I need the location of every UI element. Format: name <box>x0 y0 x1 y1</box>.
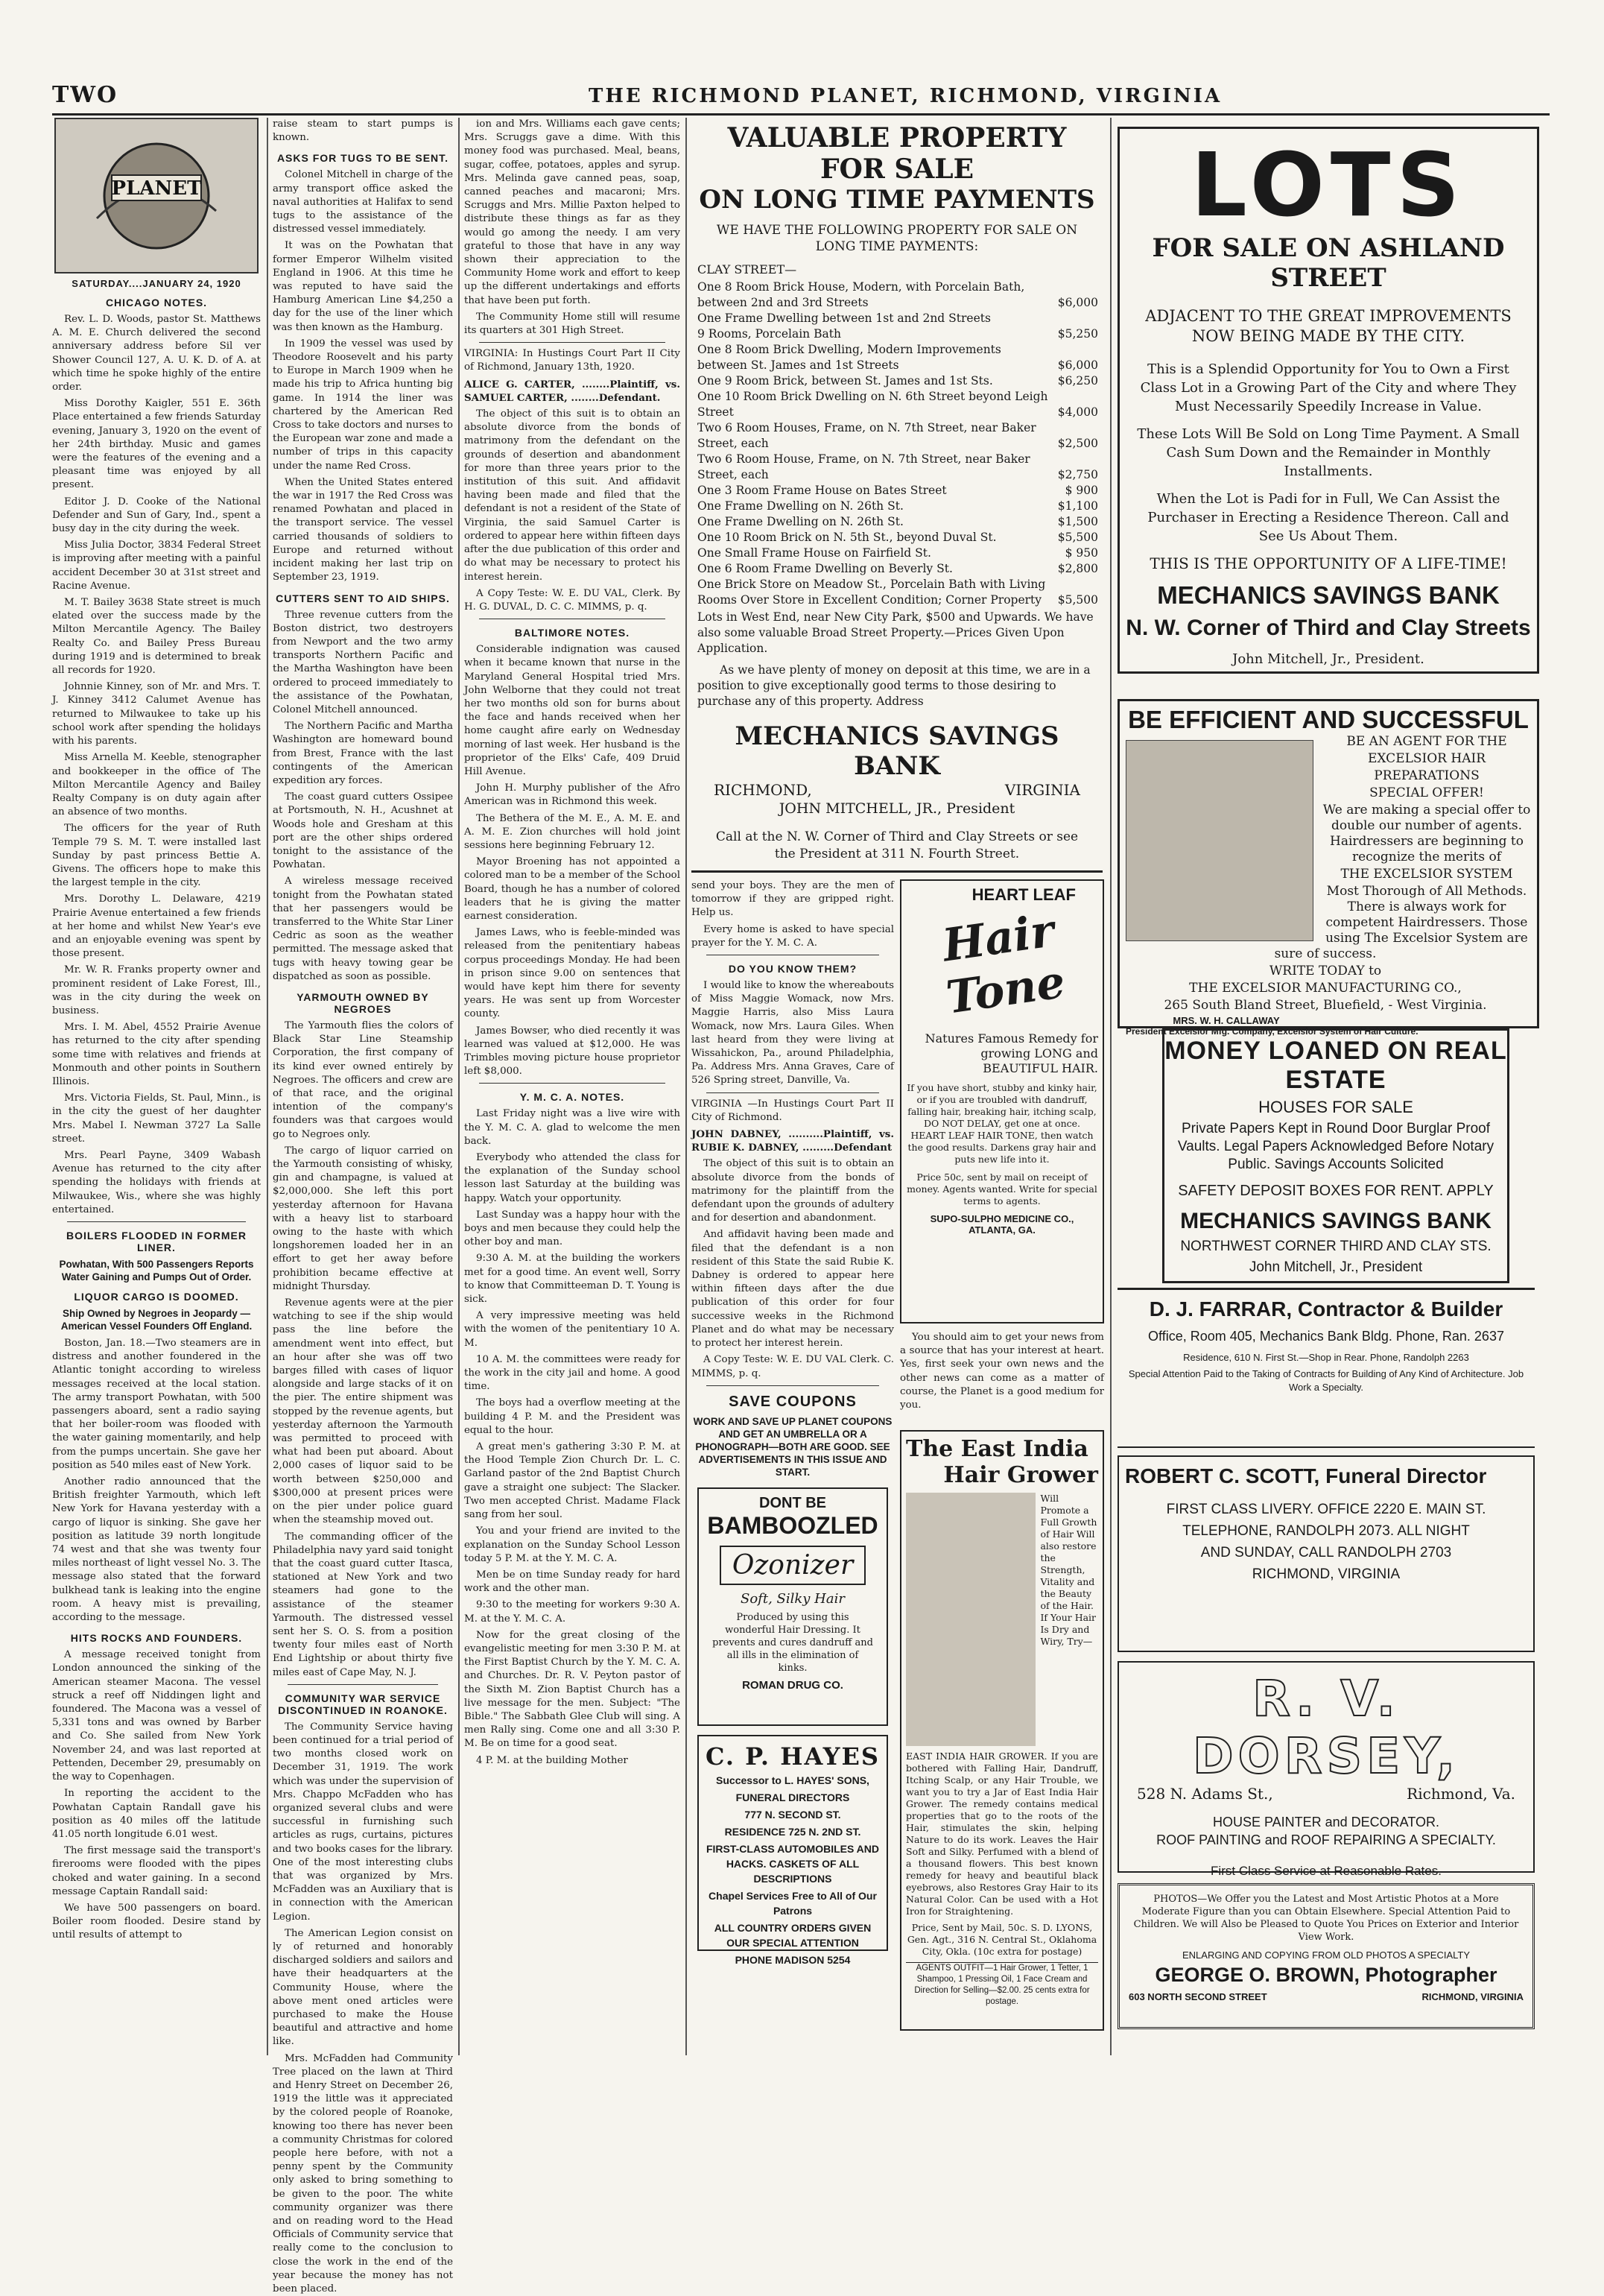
rocks-heading: HITS ROCKS AND FOUNDERS. <box>70 1632 243 1645</box>
property-row <box>697 342 1098 373</box>
paragraph: ion and Mrs. Williams each gave cents; Mrs. Scruggs gave a dime. With this money food was purchased. Meal, beans, sugar, coffee, potatoes, apples and syrup. Mrs. Melinda gave canned peas, soap, canned peaches and macaroni; Mrs. Scruggs and Mrs. Millie Paxton helped to distribute these things as far as they would go among the needy. I am very grateful to those that have in any way shown their appreciation to the Community Home work and effort to keep up the different undertakings and efforts that have been put forth. <box>464 118 680 306</box>
column-5-lower <box>1118 1288 1535 2063</box>
property-price: $2,500 <box>1057 437 1098 450</box>
property-bank-city-row <box>691 781 1103 799</box>
bamboozled-text: Produced by using this wonderful Hair Dressing. It prevents and cures dandruff and all ills in the elimination of kinks. <box>712 1611 873 1674</box>
property-row <box>697 483 1098 499</box>
paragraph: Mrs. Pearl Payne, 3409 Wabash Avenue has returned to the city after spending the holidays with friends at Milwaukee, Wis., where she was highly entertained. <box>52 1149 261 1215</box>
east-india-ad <box>900 1430 1104 2031</box>
property-row <box>697 499 1098 514</box>
hayes-line: RESIDENCE 725 N. 2ND ST. <box>724 1825 861 1838</box>
efficient-caption-2: President Excelsior Mfg. Company, Excelsior System of Hair Culture. <box>1126 1026 1418 1037</box>
paragraph: Mr. W. R. Franks property owner and prominent resident of Lake Forest, Ill., was in the city during the week on business. <box>52 964 261 1016</box>
property-title-1: VALUABLE PROPERTY FOR SALE <box>727 122 1067 185</box>
property-description: Two 6 Room Houses, Frame, on N. 7th Street, near Baker Street, each <box>697 421 1036 450</box>
paragraph: A very impressive meeting was held with the women of the penitentiary 10 A. M. <box>464 1310 680 1349</box>
brown-ad <box>1118 1883 1535 2029</box>
brown-address-row <box>1129 1991 1524 2002</box>
lots-p2: These Lots Will Be Sold on Long Time Payment. A Small Cash Sum Down and the Remainder in Monthly Installments. <box>1137 426 1520 479</box>
ymca-lead: send your boys. They are the men of tomorrow if they are gripped right. Help us. <box>691 880 894 919</box>
efficient-caption: MRS. W. H. CALLAWAY <box>1173 1015 1280 1026</box>
dorsey-title: R. V. DORSEY, <box>1192 1670 1460 1785</box>
court-notice <box>464 408 680 614</box>
property-intro: WE HAVE THE FOLLOWING PROPERTY FOR SALE ON LONG TIME PAYMENTS: <box>716 223 1078 254</box>
east-india-body <box>906 1493 1098 1746</box>
paragraph: We have 500 passengers on board. Boiler room flooded. Desire stand by until results of attempt to <box>52 1902 261 1941</box>
column-rule <box>267 118 268 2055</box>
hairtone-sub: Natures Famous Remedy for growing LONG and BEAUTIFUL HAIR. <box>925 1031 1098 1075</box>
paragraph: M. T. Bailey 3638 State street is much elated over the success made by the Milton Mercantile Agency. The Bailey Realty Co. and Bailey Press Bureau during 1919 and is determined to break all records for 1920. <box>52 597 261 677</box>
farrar-special: Special Attention Paid to the Taking of Contracts for Building of Any Kind of Architecture. Job Work a Specialty. <box>1128 1368 1524 1393</box>
boilers-heading: BOILERS FLOODED IN FORMER LINER. <box>66 1230 247 1253</box>
property-row <box>697 452 1098 483</box>
lead-paragraph: raise steam to start pumps is known. <box>273 118 453 144</box>
property-bank-call: Call at the N. W. Corner of Third and Clay Streets or see the President at 311 N. Fourth Street. <box>715 829 1079 861</box>
property-description: One 6 Room Frame Dwelling on Beverly St. <box>697 562 953 575</box>
property-ad <box>691 118 1103 873</box>
court-notice-title: VIRGINIA: In Hustings Court Part II City of Richmond, January 13th, 1920. <box>464 348 680 373</box>
money-p1: Private Papers Kept in Round Door Burglar Proof Vaults. Legal Papers Acknowledged Before Notary Public. Savings Accounts Solicited <box>1177 1121 1494 1172</box>
paragraph: When the United States entered the war in 1917 the Red Cross was renamed Powhatan and placed in the transport service. The vessel carried thousands of soldiers to Europe and returned without incident making her last trip on September 23, 1919. <box>273 476 453 584</box>
scott-title: ROBERT C. SCOTT, Funeral Director <box>1125 1464 1487 1487</box>
liquor-subheading: Ship Owned by Negroes in Jeopardy —American Vessel Founders Off England. <box>60 1308 253 1332</box>
paragraph: The cargo of liquor carried on the Yarmouth consisting of whisky, gin and champagne, is valued at $2,000,000. She left this port yesterday afternoon for Havana with a heavy list to starboard owing to the haste with which longshoremen loaded her in an effort to get her away before prohibition became effective at midnight Thursday. <box>273 1145 453 1292</box>
chicago-notes <box>52 313 261 1217</box>
efficient-line: WRITE TODAY to <box>1269 964 1382 978</box>
money-safety: SAFETY DEPOSIT BOXES FOR RENT. APPLY <box>1178 1183 1494 1199</box>
property-description: One Brick Store on Meadow St., Porcelain Bath with Living Rooms Over Store in Excellent Condition; Corner Property <box>697 578 1046 607</box>
know-paragraph: I would like to know the whereabouts of Miss Maggie Womack, now Mrs. Maggie Harris, also Miss Laura Womack, now Mrs. Laura Giles. When last heard from they were living at Wissahickon, Pa., around Philadelphia, Pa. Address Mrs. Anna Graves, Care of 526 Spring street, Danville, Va. <box>691 980 894 1087</box>
brown-city: RICHMOND, VIRGINIA <box>1421 1991 1524 2002</box>
paragraph: Considerable indignation was caused when it became known that nurse in the Maryland General Hospital tried Mrs. John Welborne that they could not treat her two months old son for burns about the face and hands received when her home caught afire early on Wednesday morning of last week. Her husband is the proprietor of the Elks' Cafe, 409 Druid Hill Avenue. <box>464 644 680 777</box>
paragraph: A message received tonight from London announced the sinking of the American steamer Macona. The vessel struck a reef off Niddingen light and foundered. The Macona was a vessel of 5,331 tons and was owned by Barber and Co. She sailed from New York November 24, and was last reported at Pettenden, December 29, presumably on the way to Copenhagen. <box>52 1649 261 1783</box>
brown-photos: PHOTOS—We Offer you the Latest and Most Artistic Photos at a More Moderate Figure than you can Obtain Elsewhere. Special Attention Paid to Children. We will Also be Pleased to Quote You Prices on Exterior and Interior View Work. <box>1133 1894 1519 1943</box>
efficient-line: EXCELSIOR HAIR <box>1367 751 1486 766</box>
property-description: One Frame Dwelling on N. 26th St. <box>697 515 904 528</box>
paragraph: The Community Home still will resume its quarters at 301 High Street. <box>464 311 680 337</box>
property-row <box>697 561 1098 577</box>
hairtone-text: If you have short, stubby and kinky hair, or if you are troubled with dandruff, falling hair, breaking hair, itching scalp, DO NOT DELAY, get one at once. HEART LEAF HAIR TONE, then watch the good results. Darkens gray hair and puts new life into it. <box>907 1082 1097 1165</box>
column-1 <box>52 118 261 2055</box>
paragraph: The commanding officer of the Philadelphia navy yard said tonight that the coast guard cutter Itasca, stationed at New York and two steamers had gone to the assistance of the steamer Yarmouth. The distressed vessel sent her S. O. S. from a position twenty four miles east of North End Lightship or about thirty five miles east of Cape May, N. J. <box>273 1531 453 1678</box>
paragraph: James Bowser, who died recently it was learned was valued at $12,000. He was Trimbles moving picture house proprietor left $8,000. <box>464 1025 680 1078</box>
paragraph: Miss Dorothy Kaigler, 551 E. 36th Place entertained a few friends Saturday evening, January 3, 1920 on the event of her 24th birthday. Music and games were the features of the evening and a pleasant time was enjoyed by all present. <box>52 398 261 491</box>
property-description: One 9 Room Brick, between St. James and 1st Sts. <box>697 374 993 388</box>
dorsey-ad <box>1118 1661 1535 1878</box>
dorsey-city: Richmond, Va. <box>1407 1785 1515 1803</box>
ymca-prayer: Every home is asked to have special prayer for the Y. M. C. A. <box>691 923 894 949</box>
paragraph: Last Friday night was a live wire with the Y. M. C. A. glad to welcome the men back. <box>464 1108 680 1147</box>
property-price: $5,500 <box>1057 593 1098 607</box>
know-heading: DO YOU KNOW THEM? <box>728 963 858 975</box>
yarmouth-heading: YARMOUTH OWNED BY NEGROES <box>297 990 429 1015</box>
property-title-2: ON LONG TIME PAYMENTS <box>699 185 1095 215</box>
page-number: TWO <box>52 82 118 108</box>
paragraph: A Copy Teste: W. E. DU VAL, Clerk. By H. G. DUVAL, D. C. C. MIMMS, p. q. <box>464 587 680 613</box>
logo-text: PLANET <box>111 177 202 200</box>
property-price: $5,250 <box>1057 327 1098 341</box>
bamboozled-line-2: BAMBOOZLED <box>707 1511 878 1539</box>
paragraph: Revenue agents were at the pier watching to see if the ship would pass the line before the amendment went into effect, but an hour after she was off two barges filled with cases of liquor alongside and large stacks of it on the pier. The entire shipment was stopped by the revenue agents, but yesterday afternoon the Yarmouth was permitted to proceed with what had been put aboard. About 2,000 cases of liquor said to be worth between $250,000 and $300,000 at present prices were on the pier under police guard when the steamship moved out. <box>273 1297 453 1526</box>
hayes-line: Successor to L. HAYES' SONS, <box>716 1774 869 1786</box>
hayes-line: PHONE MADISON 5254 <box>735 1953 851 1966</box>
aim-paragraph: You should aim to get your news from a source that has your interest at heart. Yes, first seek your own news and the other news can come as a matter of course, the Planet is a good medium for you. <box>900 1332 1104 1411</box>
brown-enlarging: ENLARGING AND COPYING FROM OLD PHOTOS A SPECIALTY <box>1182 1949 1470 1961</box>
property-bank-name: MECHANICS SAVINGS BANK <box>735 721 1059 781</box>
community-article <box>273 1721 453 2296</box>
dorsey-line: HOUSE PAINTER and DECORATOR. <box>1212 1815 1440 1829</box>
paper-title: THE RICHMOND PLANET, RICHMOND, VIRGINIA <box>589 85 1223 107</box>
property-row <box>697 279 1098 311</box>
ymca-heading: Y. M. C. A. NOTES. <box>519 1091 625 1104</box>
hairtone-maker: SUPO-SULPHO MEDICINE CO., ATLANTA, GA. <box>930 1213 1074 1236</box>
chicago-heading: CHICAGO NOTES. <box>105 297 208 309</box>
paragraph: Mrs. Dorothy L. Delaware, 4219 Prairie Avenue entertained a few friends at her home and whilst New Year's eve and an enjoyable evening was spent by those present. <box>52 894 261 960</box>
community-home-article <box>464 118 680 338</box>
paragraph: Editor J. D. Cooke of the National Defender and Sun of Gary, Ind., spent a busy day in the city during the week. <box>52 496 261 535</box>
property-row <box>697 311 1098 326</box>
bamboozled-maker: ROMAN DRUG CO. <box>742 1678 843 1692</box>
efficient-line: PREPARATIONS <box>1374 768 1480 783</box>
paragraph: Last Sunday was a happy hour with the boys and men because they could help the other boy and man. <box>464 1209 680 1248</box>
dorsey-service: First Class Service at Reasonable Rates. <box>1211 1864 1442 1878</box>
paragraph: The Yarmouth flies the colors of Black Star Line Steamship Corporation, the first company of its kind ever owned entirely by Negroes. The officers and crew are of that race, and the original intention of the company's founders was that cargoes would go to Negroes only. <box>273 1019 453 1140</box>
property-price: $5,500 <box>1057 531 1098 544</box>
east-india-title-2: Hair Grower <box>943 1462 1098 1489</box>
court-notice-parties: ALICE G. CARTER, ........Plaintiff, vs. SAMUEL CARTER, ........Defendant. <box>464 378 680 404</box>
scott-line: RICHMOND, VIRGINIA <box>1252 1566 1401 1582</box>
paragraph: In reporting the accident to the Powhatan Captain Randall gave his position as 40 miles off the latitude 41.05 north longitude 6.01 west. <box>52 1788 261 1840</box>
property-price: $ 950 <box>1065 546 1098 560</box>
property-description: Two 6 Room House, Frame, on N. 7th Street, near Baker Street, each <box>697 452 1030 481</box>
column-4a <box>691 879 894 2057</box>
property-tail: Lots in West End, near New City Park, $500 and Upwards. We have also some valuable Broad Street Property.—Prices Given Upon Application. <box>697 610 1094 655</box>
property-row <box>697 577 1098 608</box>
money-corner: NORTHWEST CORNER THIRD AND CLAY STS. <box>1180 1239 1492 1254</box>
lots-ad <box>1118 127 1539 674</box>
column-rule <box>458 118 460 2055</box>
farrar-residence: Residence, 610 N. First St.—Shop in Rear. Phone, Randolph 2263 <box>1183 1352 1469 1363</box>
callaway-portrait <box>1126 740 1313 941</box>
efficient-line: We are making a special offer to double our number of agents. Hairdressers are beginning to recognize the merits of <box>1322 803 1531 864</box>
court2-notice <box>691 1157 894 1380</box>
rocks-article <box>52 1648 261 1942</box>
paragraph: The coast guard cutters Ossipee at Portsmouth, N. H., Acushnet at Woods hole and Gresham at this port are the other ships ordered tonight to the assistance of the Powhatan. <box>273 791 453 871</box>
property-price: $ 900 <box>1065 484 1098 497</box>
scott-line: FIRST CLASS LIVERY. OFFICE 2220 E. MAIN ST. <box>1166 1502 1486 1517</box>
paragraph: Three revenue cutters from the Boston district, two destroyers from Newport and the two army transports Northern Pacific and the Martha Washington have been ordered to proceed immediately to the assistance of the Powhatan, Colonel Mitchell announced. <box>273 609 453 715</box>
paragraph: 4 P. M. at the building Mother <box>476 1754 628 1766</box>
scott-line: TELEPHONE, RANDOLPH 2073. ALL NIGHT <box>1182 1523 1470 1539</box>
hayes-line: 777 N. SECOND ST. <box>744 1808 841 1821</box>
lots-p4: THIS IS THE OPPORTUNITY OF A LIFE-TIME! <box>1150 554 1507 572</box>
paragraph: It was on the Powhatan that former Emperor Wilhelm visited England in 1906. At this time he was reputed to have said the Hamburg American Line $4,250 a day for the use of the liner which was then known as the Hamburg. <box>273 240 453 333</box>
paragraph: The Northern Pacific and Martha Washington are homeward bound from Brest, France with the last contingents of the American expedition ary forces. <box>273 721 453 786</box>
brown-name: GEORGE O. BROWN, Photographer <box>1155 1964 1497 1986</box>
hairtone-top: HEART LEAF <box>971 885 1076 904</box>
property-price: $2,750 <box>1057 468 1098 481</box>
property-row <box>697 545 1098 561</box>
paragraph: Mayor Broening has not appointed a colored man to be a member of the School Board, though he has a number of colored leaders that he is giving the matter earnest consideration. <box>464 856 680 922</box>
property-row <box>697 389 1098 420</box>
paragraph: 9:30 to the meeting for workers 9:30 A. M. at the Y. M. C. A. <box>464 1599 680 1625</box>
paragraph: Another radio announced that the British freighter Yarmouth, which left New York for Havana yesterday with a cargo of liquor is sinking. She gave her position as latitude 39 north longitude 74 west and that she was twenty four miles northeast of light vessel No. 3. The message also stated that the forward bulkhead tank is leaking into the engine room. A heavy mist is prevailing, according to the message. <box>52 1476 261 1624</box>
column-2 <box>273 118 453 2295</box>
efficient-line: 265 South Bland Street, Bluefield, - West Virginia. <box>1164 998 1487 1013</box>
paragraph: Men be on time Sunday ready for hard work and the other man. <box>464 1569 680 1595</box>
tugs-heading: ASKS FOR TUGS TO BE SENT. <box>276 152 449 165</box>
property-description: One Frame Dwelling on N. 26th St. <box>697 499 904 513</box>
east-india-title-1: The East India <box>906 1436 1088 1463</box>
hairtone-ad <box>900 879 1104 1323</box>
bamboozled-line-1: DONT BE <box>759 1494 826 1511</box>
property-price: $6,250 <box>1057 374 1098 388</box>
court2-parties: JOHN DABNEY, ..........Plaintiff, vs. RUBIE K. DABNEY, .........Defendant <box>691 1128 894 1154</box>
hayes-line: FIRST-CLASS AUTOMOBILES AND HACKS. CASKETS OF ALL DESCRIPTIONS <box>706 1842 880 1885</box>
property-description: One Frame Dwelling between 1st and 2nd Streets <box>697 311 991 325</box>
baltimore-notes <box>464 643 680 1078</box>
paragraph: The Community Service having been continued for a trial period of two months closed work on December 31, 1919. The work which was under the supervision of Mrs. Chappo McFadden who has organized several clubs and were successful in furnishing such articles as rugs, curtains, pictures and two books cases for the library. One of the most interesting clubs that was organized by Mrs. McFadden was an Auxiliary that is in connection with the American Legion. <box>273 1721 453 1923</box>
bamboozled-sub: Soft, Silky Hair <box>741 1590 845 1607</box>
paragraph: Now for the great closing of the evangelistic meeting for men 3:30 P. M. at the First Baptist Church by the Y. M. C. A. and Churches. Dr. R. V. Peyton pastor of the Sixth M. Zion Baptist Church has a live message for the men. Subject: "The Bible." The Sabbath Glee Club will sing. A men Rally sing. Come one and all 3:30 P. M. Be on time for a good seat. <box>464 1629 680 1750</box>
east-india-text: EAST INDIA HAIR GROWER. If you are bothered with Falling Hair, Dandruff, Itching Scalp, or any Hair Trouble, we want you to try a Jar of East India Hair Grower. The remedy contains medical properties that go to the roots of the Hair, stimulates the skin, helping Nature to do its work. Leaves the Hair Soft and Silky. Perfumed with a blend of a thousand flowers. This best known remedy for heavy and beautiful black eyebrows, also Restores Gray Hair to its Natural Color. Can be used with a Hot Iron for Straightening. <box>906 1751 1098 1917</box>
paragraph: The object of this suit is to obtain an absolute divorce from the bonds of matrimony for the plaintiff from the defendant upon the grounds of adultery and for desertion and abandonment. <box>691 1158 894 1224</box>
property-bank-president: JOHN MITCHELL, JR., President <box>779 800 1015 817</box>
boilers-subheading: Powhatan, With 500 Passengers Reports Water Gaining and Pumps Out of Order. <box>59 1259 254 1283</box>
dorsey-details <box>1125 1813 1527 1849</box>
dorsey-line: ROOF PAINTING and ROOF REPAIRING A SPECIALTY. <box>1156 1832 1496 1847</box>
community-heading: COMMUNITY WAR SERVICE DISCONTINUED IN ROANOKE. <box>278 1692 448 1716</box>
property-row <box>697 373 1098 389</box>
paragraph: Everybody who attended the class for the explanation of the Sunday school lesson last Saturday at the building was happy. Watch your opportunity. <box>464 1152 680 1204</box>
efficient-ad <box>1118 699 1539 1037</box>
paragraph: Rev. L. D. Woods, pastor St. Matthews A. M. E. Church delivered the second anniversary address before Sil ver Shower Council 127, A. U. K. D. of A. at which time he spoke highly of the entire order. <box>52 314 261 393</box>
farrar-title: D. J. FARRAR, Contractor & Builder <box>1149 1297 1503 1321</box>
farrar-office: Office, Room 405, Mechanics Bank Bldg. Phone, Ran. 2637 <box>1148 1329 1504 1344</box>
paragraph: The officers for the year of Ruth Temple 79 S. M. T. were installed last Sunday by past princess Bettie A. Givens. The officers hope to make this the largest temple in the city. <box>52 823 261 889</box>
lots-title: LOTS <box>1191 133 1466 236</box>
baltimore-heading: BALTIMORE NOTES. <box>514 627 630 639</box>
money-bank: MECHANICS SAVINGS BANK <box>1180 1209 1492 1233</box>
cutters-heading: CUTTERS SENT TO AID SHIPS. <box>276 592 450 604</box>
east-india-side: Will Promote a Full Growth of Hair Will also restore the Strength, Vitality and the Beauty of the Hair. If Your Hair Is Dry and Wiry, Try— <box>1040 1493 1097 1648</box>
property-price: $4,000 <box>1057 405 1098 419</box>
property-bank-state: VIRGINIA <box>1004 781 1080 799</box>
efficient-line: Most Thorough of All Methods. There is always work for competent Hairdressers. Those using The Excelsior System are sure of success. <box>1274 884 1528 961</box>
paragraph: The first message said the transport's firerooms were flooded with the pipes choked and water gaining. In a second message Captain Randall said: <box>52 1845 261 1897</box>
boilers-article <box>52 1337 261 1625</box>
column-4b <box>900 879 1104 2057</box>
court2-title: VIRGINIA —In Hustings Court Part II City of Richmond. <box>691 1098 894 1123</box>
property-price: $2,800 <box>1057 562 1098 575</box>
column-rule <box>1110 118 1112 2055</box>
coupons-text: WORK AND SAVE UP PLANET COUPONS AND GET AN UMBRELLA OR A PHONOGRAPH—BOTH ARE GOOD. SEE ADVERTISEMENTS IN THIS ISSUE AND START. <box>693 1415 893 1478</box>
lots-adjacent: ADJACENT TO THE GREAT IMPROVEMENTS NOW BEING MADE BY THE CITY. <box>1145 307 1512 345</box>
coupons-heading: SAVE COUPONS <box>729 1393 857 1410</box>
paragraph: Johnnie Kinney, son of Mr. and Mrs. T. J. Kinney 3412 Calumet Avenue has returned to Milwaukee to take up his school work after spending the holidays with his parents. <box>52 681 261 747</box>
hayes-line: ALL COUNTRY ORDERS GIVEN OUR SPECIAL ATTENTION <box>714 1921 872 1949</box>
efficient-title: BE EFFICIENT AND SUCCESSFUL <box>1128 706 1529 733</box>
paragraph: James Laws, who is feeble-minded was released from the penitentiary habeas corpus proceedings Monday. He had been in prison since 9.00 on sentences that would have kept him there for seventy years. He was sent up from Worcester county. <box>464 927 680 1020</box>
woman-illustration <box>906 1493 1036 1746</box>
paragraph: Mrs. Victoria Fields, St. Paul, Minn., is in the city the guest of her daughter Mrs. Mabel I. Newman 3727 La Salle street. <box>52 1092 261 1145</box>
property-money: As we have plenty of money on deposit at this time, we are in a position to give exceptionally good terms to those desiring to purchase any of this property. Address <box>697 663 1091 708</box>
paragraph: The boys had a overflow meeting at the building 4 P. M. and the President was equal to the hour. <box>464 1397 680 1436</box>
paragraph: Miss Arnella M. Keeble, stenographer and bookkeeper in the office of The Milton Mercantile Agency and Bailey Realty Company is on duty again after an absence of two months. <box>52 752 261 818</box>
hayes-name: C. P. HAYES <box>705 1742 881 1771</box>
lots-p1: This is a Splendid Opportunity for You to Own a First Class Lot in a Growing Part of the City and where They Must Necessarily Speedily Increase in Value. <box>1140 361 1517 414</box>
property-row <box>697 326 1098 342</box>
efficient-line: THE EXCELSIOR MANUFACTURING CO., <box>1189 981 1462 996</box>
money-president: John Mitchell, Jr., President <box>1249 1259 1423 1275</box>
efficient-line: THE EXCELSIOR SYSTEM <box>1340 867 1513 882</box>
column-3 <box>464 118 680 2055</box>
property-description: 9 Rooms, Porcelain Bath <box>697 327 841 341</box>
paragraph: And affidavit having been made and filed that the defendant is a non resident of this State the said Rubie K. Dabney is ordered to appear here within fifteen days after the due publication of this order for four successive weeks in the Richmond Planet and do what may be necessary to protect her interest herein. <box>691 1229 894 1350</box>
property-description: One Small Frame House on Fairfield St. <box>697 546 931 560</box>
money-loaned-ad <box>1162 1028 1509 1283</box>
lots-sub: FOR SALE ON ASHLAND STREET <box>1152 233 1505 293</box>
ymca-notes <box>464 1107 680 1767</box>
east-india-agents: AGENTS OUTFIT—1 Hair Grower, 1 Tetter, 1 Shampoo, 1 Pressing Oil, 1 Face Cream and Direction for Selling—$2.00. 25 cents extra for postage. <box>906 1962 1098 2008</box>
paragraph: Mrs. McFadden had Community Tree placed on the lawn at Third and Henry Street on December 26, 1919 the little was it appreciated by the colored people of Roanoke, knowing too there has never been a community Christmas for colored people here before, with not a penny spent by the Community only asked to bring something to be given to the poor. The white community organizer was there and on reading word to the Head Officials of Community service that really come to the conclusion to close the work in the end of the year because the money has not been placed. <box>273 2052 453 2295</box>
issue-date: SATURDAY....JANUARY 24, 1920 <box>72 278 241 289</box>
property-description: One 10 Room Brick on N. 5th St., beyond Duval St. <box>697 531 997 544</box>
tugs-article <box>273 168 453 584</box>
planet-logo <box>54 118 259 273</box>
cutters-article <box>273 609 453 984</box>
hayes-details <box>705 1773 881 1967</box>
paragraph: A great men's gathering 3:30 P. M. at the Hood Temple Zion Church Dr. L. C. Garland pastor of the 2nd Baptist Church gave a straight one subject: The Slacker. Two men accepted Christ. Madame Flack sang from her soul. <box>464 1441 680 1521</box>
efficient-line: BE AN AGENT FOR THE <box>1346 734 1507 749</box>
property-price: $6,000 <box>1057 358 1098 372</box>
hairtone-brand: Hair Tone <box>939 905 1068 1025</box>
property-price: $6,000 <box>1057 296 1098 309</box>
property-row <box>697 420 1098 452</box>
lots-president: John Mitchell, Jr., President. <box>1232 651 1424 667</box>
paragraph: Boston, Jan. 18.—Two steamers are in distress and another foundered in the Atlantic tonight according to wireless messages received at the local station. The army transport Powhatan, with 500 passengers aboard, sent a radio saying that her boiler-room was flooded with the water gaining momentarily, and help from the pumps uncertain. She gave her position as 540 miles east of New York. <box>52 1338 261 1471</box>
paragraph: 9:30 A. M. at the building the workers met for a good time. An event well, Sorry to know that Committeeman D. T. Young is sick. <box>464 1253 680 1306</box>
planet-logo-graphic <box>67 129 246 263</box>
property-row <box>697 530 1098 545</box>
farrar-ad <box>1118 1288 1535 1448</box>
paragraph: 10 A. M. the committees were ready for the work in the city jail and home. A good time. <box>464 1353 680 1393</box>
column-rule <box>685 118 687 2055</box>
property-price: $1,500 <box>1057 515 1098 528</box>
hayes-ad <box>697 1735 888 1966</box>
paragraph: The object of this suit is to obtain an absolute divorce from the bonds of matrimony from the defendant on the grounds of desertion and abandonment for more than three years prior to the institution of this suit. And affidavit having been made and filed that the defendant is not a resident of the State of Virginia, the said Samuel Carter is ordered to appear here within fifteen days after the due publication of this order and do what may be necessary to protect his interest herein. <box>464 408 680 583</box>
paragraph: You and your friend are invited to the explanation on the Sunday School Lesson today 5 P. M. at the Y. M. C. A. <box>464 1525 680 1564</box>
paragraph: The American Legion consist on ly of returned and honorably discharged soldiers and sailors and have their headquarters at the Community House, where the above ment oned articles were purchased to make the House beautiful and attractive and home like. <box>273 1927 453 2048</box>
money-houses: HOUSES FOR SALE <box>1258 1098 1413 1116</box>
property-list <box>691 279 1103 608</box>
property-description: One 10 Room Brick Dwelling on N. 6th Street beyond Leigh Street <box>697 390 1048 419</box>
bamboozled-brand: Ozonizer <box>720 1546 866 1585</box>
paragraph: A wireless message received tonight from the Powhatan stated that her passengers would be transferred to the White Star Liner Cedric as soon as the weather permitted. The message asked that tugs with heavy towing gear be dispatched as soon as possible. <box>273 876 453 982</box>
hayes-line: Chapel Services Free to All of Our Patrons <box>709 1889 877 1917</box>
paragraph: The Bethera of the M. E., A. M. E. and A. M. E. Zion churches will hold joint sessions here beginning February 12. <box>464 812 680 851</box>
paragraph: John H. Murphy publisher of the Afro American was in Richmond this week. <box>464 782 680 808</box>
scott-line: AND SUNDAY, CALL RANDOLPH 2703 <box>1200 1545 1452 1560</box>
property-description: One 8 Room Brick House, Modern, with Porcelain Bath, between 2nd and 3rd Streets <box>697 280 1025 309</box>
dorsey-address-row <box>1125 1785 1527 1803</box>
property-description: One 3 Room Frame House on Bates Street <box>697 484 947 497</box>
property-price: $1,100 <box>1057 499 1098 513</box>
paragraph: A Copy Teste: W. E. DU VAL Clerk. C. MIMMS, p. q. <box>691 1354 894 1379</box>
property-row <box>697 514 1098 530</box>
paragraph: Colonel Mitchell in charge of the army transport office asked the naval authorities at Halifax to send tugs to the assistance of the distressed vessel immediately. <box>273 169 453 235</box>
paragraph: Miss Julia Doctor, 3834 Federal Street is improving after meeting with a painful accident December 30 at 31st street and Racine Avenue. <box>52 540 261 592</box>
brown-address: 603 NORTH SECOND STREET <box>1129 1991 1267 2002</box>
east-india-price: Price, Sent by Mail, 50c. S. D. LYONS, Gen. Agt., 316 N. Central St., Oklahoma City, Okla. (10c extra for postage) <box>907 1922 1097 1958</box>
masthead <box>52 82 1550 116</box>
hayes-line: FUNERAL DIRECTORS <box>735 1791 850 1803</box>
clay-street-label: CLAY STREET— <box>697 262 797 276</box>
scott-ad <box>1118 1455 1535 1652</box>
hairtone-price: Price 50c, sent by mail on receipt of money. Agents wanted. Write for special terms to agents. <box>907 1171 1097 1206</box>
property-bank-city: RICHMOND, <box>714 781 812 799</box>
bamboozled-ad <box>697 1487 888 1726</box>
lots-corner: N. W. Corner of Third and Clay Streets <box>1126 616 1531 640</box>
property-description: One 8 Room Brick Dwelling, Modern Improvements between St. James and 1st Streets <box>697 343 1001 372</box>
paragraph: Mrs. I. M. Abel, 4552 Prairie Avenue has returned to the city after spending some time with relatives and friends at Monmouth and other points in Southern Illinois. <box>52 1022 261 1087</box>
lots-bank: MECHANICS SAVINGS BANK <box>1157 581 1500 609</box>
lots-p3: When the Lot is Padi for in Full, We Can Assist the Purchaser in Erecting a Residence Thereon. Call and See Us About Them. <box>1147 491 1509 544</box>
money-title: MONEY LOANED ON REAL ESTATE <box>1164 1037 1507 1094</box>
scott-details <box>1125 1499 1527 1585</box>
liquor-heading: LIQUOR CARGO IS DOOMED. <box>74 1291 239 1303</box>
dorsey-address: 528 N. Adams St., <box>1137 1785 1273 1803</box>
efficient-line: SPECIAL OFFER! <box>1369 785 1484 800</box>
yarmouth-article <box>273 1019 453 1680</box>
paragraph: In 1909 the vessel was used by Theodore Roosevelt and his party to Europe in March 1909 when he made his trip to Africa hunting big game. In 1914 the liner was chartered by the American Red Cross to take doctors and nurses to the European war zone and made a number of trips in this capacity under the name Red Cross. <box>273 338 453 472</box>
